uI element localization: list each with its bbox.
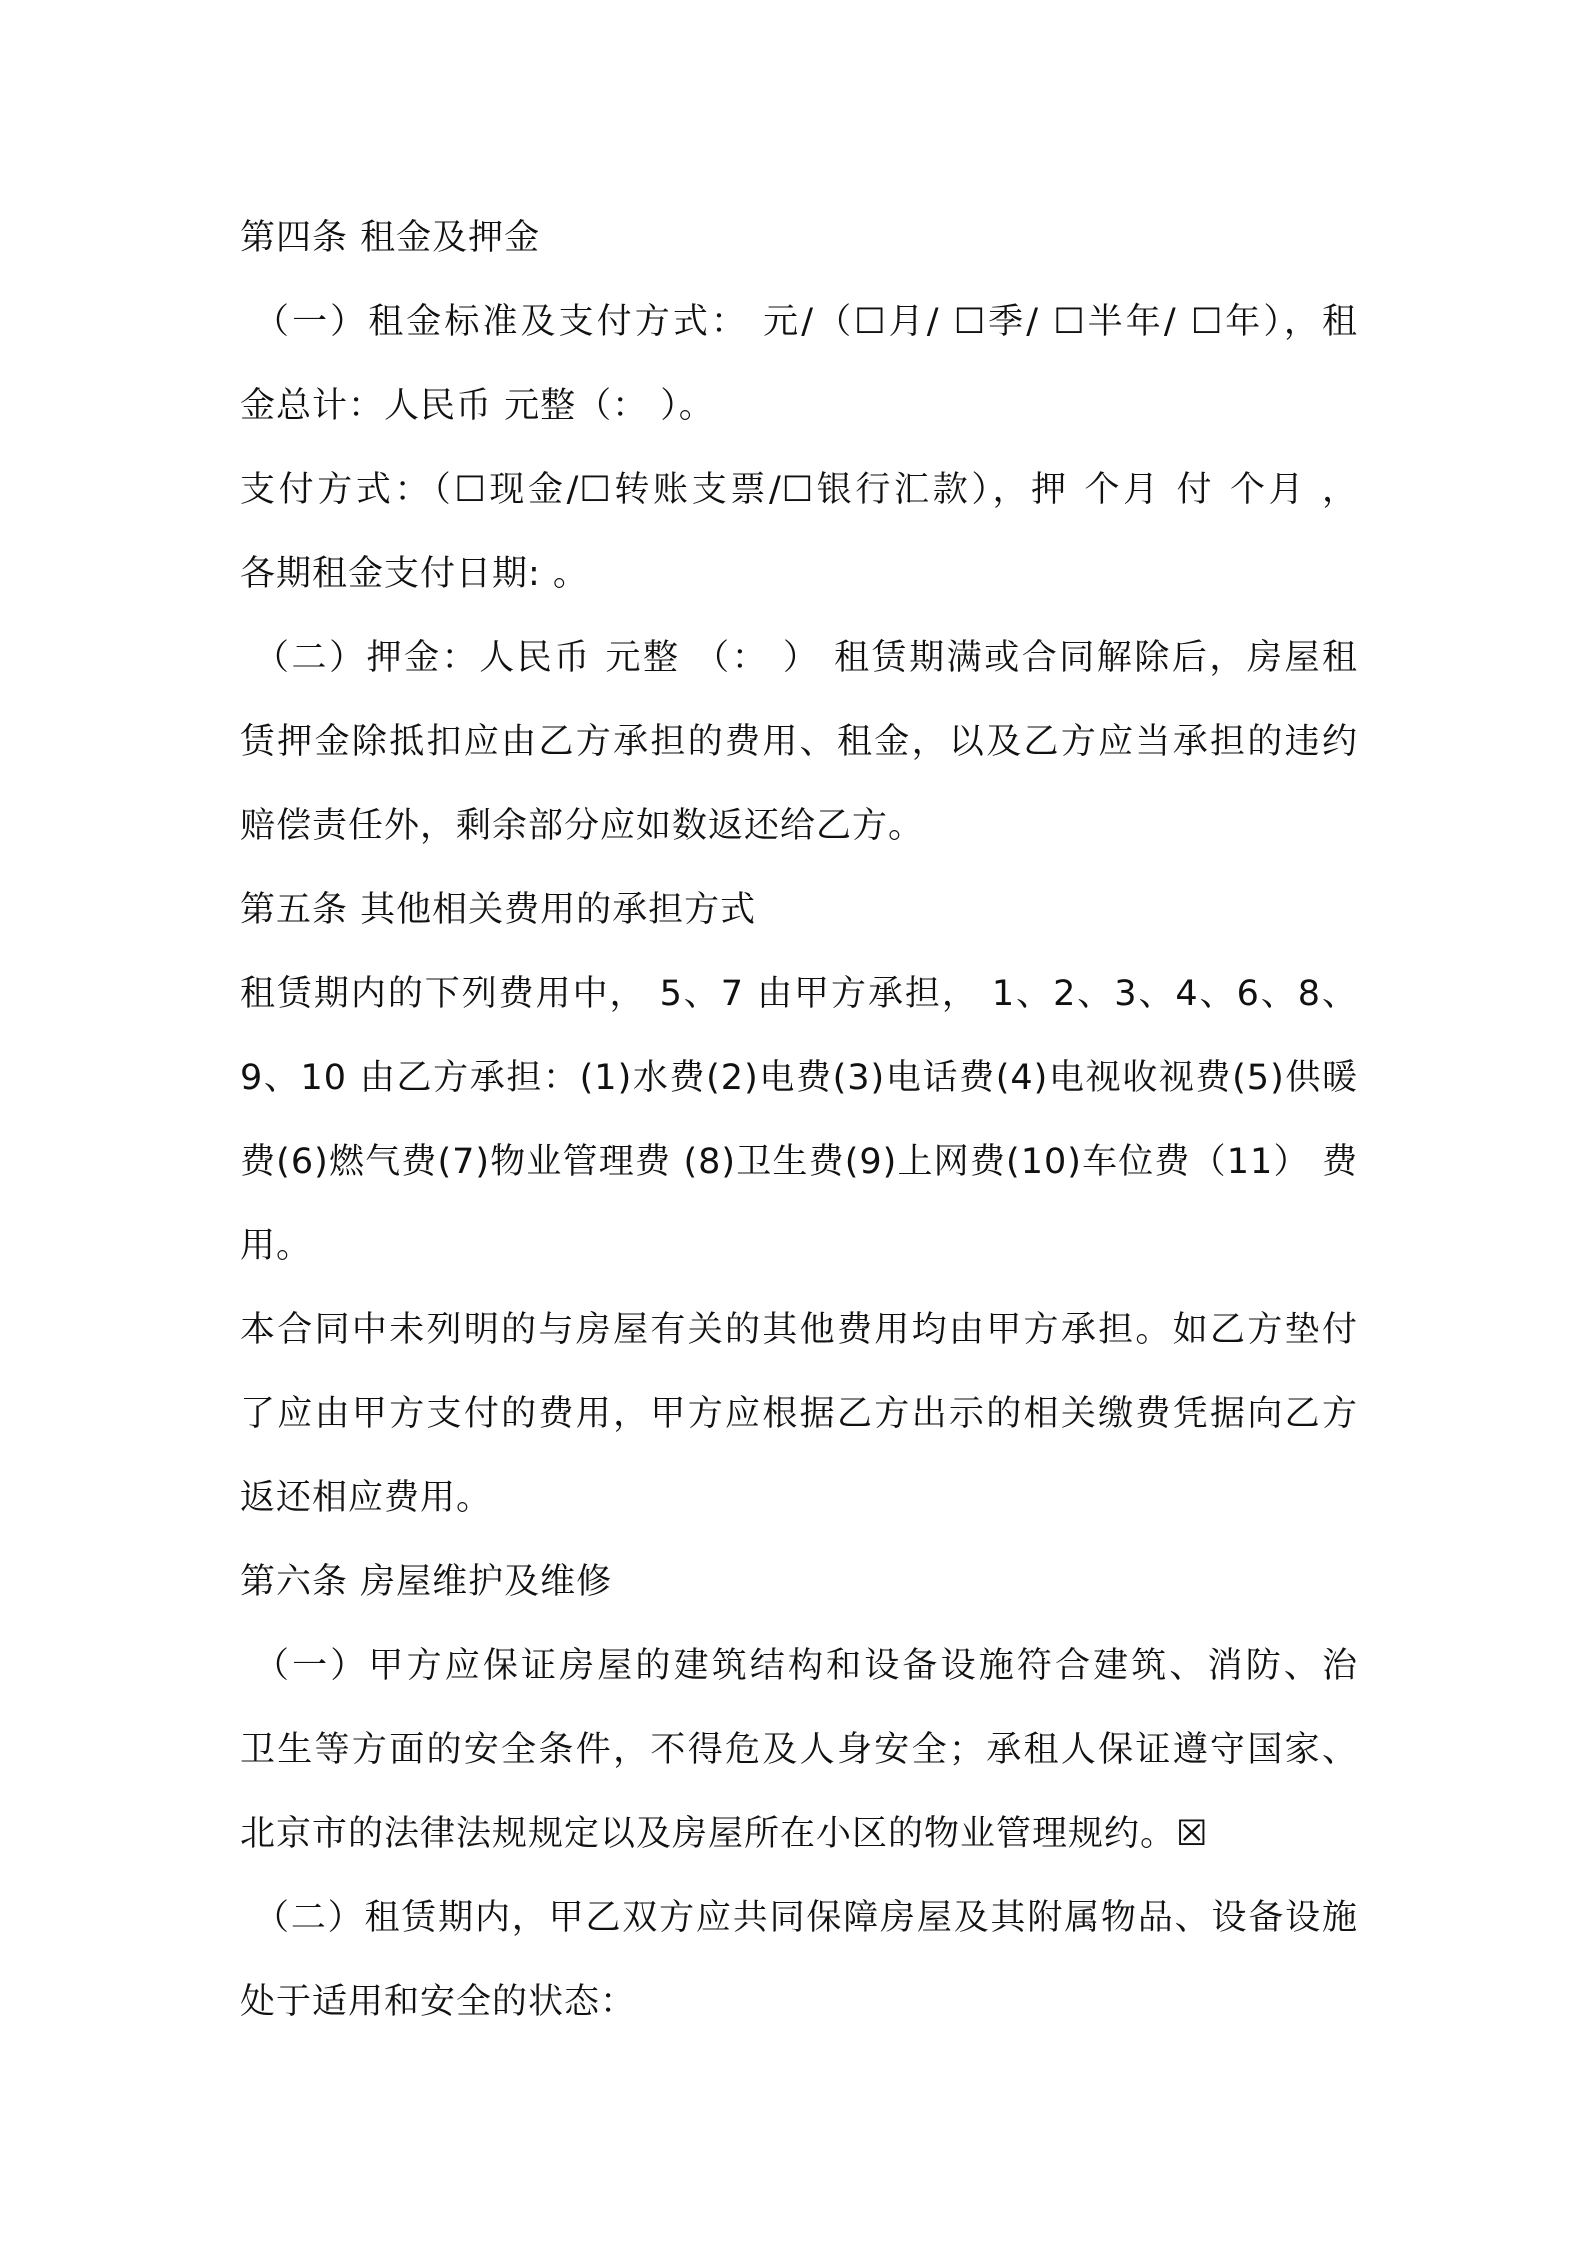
paragraph-line: 处于适用和安全的状态：: [240, 1982, 637, 2022]
paragraph-line: 金总计：人民币 元整（： ）。: [240, 386, 715, 426]
paragraph-line: 赔偿责任外，剩余部分应如数返还给乙方。: [240, 806, 925, 846]
paragraph-line: 各期租金支付日期: 。: [240, 554, 589, 594]
paragraph-line: （二）租赁期内，甲乙双方应共同保障房屋及其附属物品、设备设施: [254, 1898, 1358, 1938]
paragraph-line: （一）租金标准及支付方式： 元/（☐月/ ☐季/ ☐半年/ ☐年），租: [254, 302, 1358, 342]
paragraph-line: 9、10 由乙方承担：(1)水费(2)电费(3)电话费(4)电视收视费(5)供暖: [240, 1058, 1358, 1098]
paragraph-line: 支付方式：（☐现金/☐转账支票/☐银行汇款），押 个月 付 个月 ，: [240, 470, 1358, 510]
paragraph-line: 租赁期内的下列费用中， 5、7 由甲方承担， 1、2、3、4、6、8、: [240, 974, 1358, 1014]
paragraph-line: 返还相应费用。: [240, 1478, 493, 1518]
paragraph-line: 赁押金除抵扣应由乙方承担的费用、租金，以及乙方应当承担的违约: [240, 722, 1358, 762]
paragraph-line: （二）押金：人民币 元整 （： ） 租赁期满或合同解除后，房屋租: [254, 638, 1358, 678]
paragraph-line: （一）甲方应保证房屋的建筑结构和设备设施符合建筑、消防、治: [254, 1646, 1358, 1686]
paragraph-line: 本合同中未列明的与房屋有关的其他费用均由甲方承担。如乙方垫付: [240, 1310, 1358, 1350]
paragraph-line: 了应由甲方支付的费用，甲方应根据乙方出示的相关缴费凭据向乙方: [240, 1394, 1358, 1434]
paragraph-line: 北京市的法律法规规定以及房屋所在小区的物业管理规约。☒: [240, 1814, 1209, 1854]
article-5-heading: 第五条 其他相关费用的承担方式: [240, 890, 757, 930]
paragraph-line: 卫生等方面的安全条件，不得危及人身安全；承租人保证遵守国家、: [240, 1730, 1358, 1770]
paragraph-line: 用。: [240, 1226, 313, 1266]
document-body: [240, 196, 1358, 2044]
paragraph-line: 费(6)燃气费(7)物业管理费 (8)卫生费(9)上网费(10)车位费（11） 费: [240, 1142, 1358, 1182]
article-6-heading: 第六条 房屋维护及维修: [240, 1562, 613, 1602]
article-4-heading: 第四条 租金及押金: [240, 218, 541, 258]
